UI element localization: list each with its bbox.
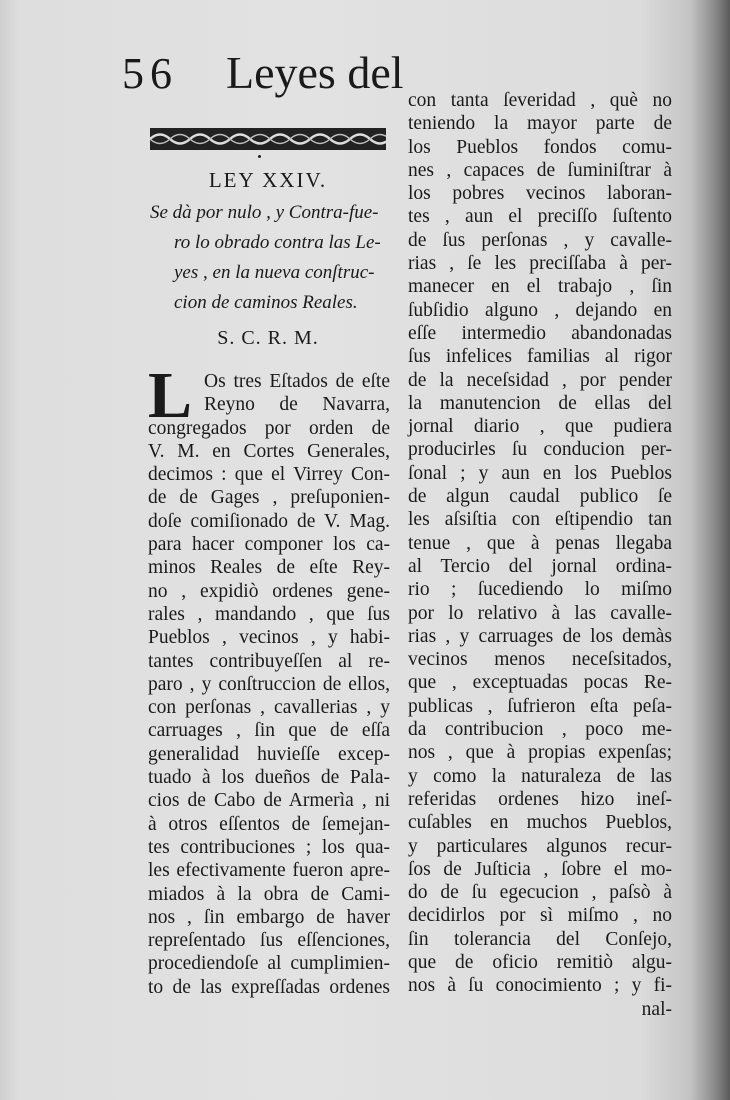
text-line: minos Reales de eſte Rey- xyxy=(148,557,390,579)
text-line: rias , ſe les preciſſaba à per- xyxy=(408,253,672,275)
text-line: vecinos menos neceſsitados, xyxy=(408,649,672,671)
text-line: tuado à los dueños de Pala- xyxy=(148,767,390,789)
text-line: ſonal ; y aun en los Pueblos xyxy=(408,462,672,484)
text-line: cios de Cabo de Armerìa , ni xyxy=(148,790,390,812)
text-line: à otros eſſentos de ſemejan- xyxy=(148,813,390,835)
text-line: generalidad huvieſſe excep- xyxy=(148,743,390,765)
text-line: ſos de Juſticia , ſobre el mo- xyxy=(408,858,672,880)
text-line: decidirlos por sì miſmo , no xyxy=(408,905,672,927)
text-line: teniendo la mayor parte de xyxy=(408,113,672,135)
running-head: Leyes del xyxy=(226,47,404,98)
page-number: 56 xyxy=(122,49,178,98)
text-line: los pobres vecinos laboran- xyxy=(408,183,672,205)
text-line: do de ſu egecucion , paſsò à xyxy=(408,882,672,904)
left-text-column xyxy=(148,370,390,999)
text-line: que de oficio remitiò algu- xyxy=(408,951,672,973)
text-line: para hacer componer los ca- xyxy=(148,534,390,556)
text-line: de de Gages , preſuponien- xyxy=(148,487,390,509)
law-summary-line: Se dà por nulo , y Contra-fue- xyxy=(150,202,379,223)
text-line: carruages , ſin que de eſſa xyxy=(148,720,390,742)
text-line: Pueblos , vecinos , y habi- xyxy=(148,627,390,649)
text-line: cuſables en muchos Pueblos, xyxy=(408,812,672,834)
text-line: to de las expreſſadas ordenes xyxy=(148,976,390,998)
text-line: jornal diario , que pudiera xyxy=(408,416,672,438)
law-summary-line: yes , en la nueva conſtruc- xyxy=(174,262,375,283)
text-line: y como la naturaleza de las xyxy=(408,765,672,787)
text-line: procediendoſe al cumplimien- xyxy=(148,953,390,975)
text-line: ſin tolerancia del Conſejo, xyxy=(408,928,672,950)
text-line: rio ; ſucediendo lo miſmo xyxy=(408,579,672,601)
text-line: con perſonas , cavallerias , y xyxy=(148,697,390,719)
text-line: producirles ſu conducion per- xyxy=(408,439,672,461)
text-line: nes , capaces de ſuminiſtrar à xyxy=(408,159,672,181)
law-title: LEY XXIV. xyxy=(208,168,328,192)
text-line: por lo relativo à las cavalle- xyxy=(408,602,672,624)
text-line: nal- xyxy=(641,998,672,1020)
right-text-column xyxy=(408,89,672,1021)
text-line: nos , ſin embargo de haver xyxy=(148,906,390,928)
text-line: los Pueblos fondos comu- xyxy=(408,136,672,158)
text-line: referidas ordenes hizo ineſ- xyxy=(408,788,672,810)
law-summary-line: ro lo obrado contra las Le- xyxy=(174,232,381,253)
text-line: publicas , ſufrieron eſta peſa- xyxy=(408,695,672,717)
ornament-band xyxy=(150,128,386,150)
law-summary-line: cion de caminos Reales. xyxy=(174,292,358,313)
text-line: V. M. en Cortes Generales, xyxy=(148,440,390,462)
text-line: de ſus perſonas , y cavalle- xyxy=(408,229,672,251)
text-line: ſubſidio alguno , dejando en xyxy=(408,299,672,321)
text-line: rales , mandando , que ſus xyxy=(148,603,390,625)
text-line: da contribucion , poco me- xyxy=(408,719,672,741)
text-line: de algun caudal publico ſe xyxy=(408,486,672,508)
text-line: repreſentado ſus eſſenciones, xyxy=(148,930,390,952)
text-line: no , expidiò ordenes gene- xyxy=(148,580,390,602)
text-line: congregados por orden de xyxy=(148,417,390,439)
text-line: paro , y conſtruccion de ellos, xyxy=(148,673,390,695)
text-line: tes , aun el preciſſo ſuſtento xyxy=(408,206,672,228)
text-line: nos , que à propias expenſas; xyxy=(408,742,672,764)
text-line: la manutencion de ellas del xyxy=(408,392,672,414)
text-line: eſſe intermedio abandonadas xyxy=(408,322,672,344)
text-line: tes contribuciones ; los qua- xyxy=(148,836,390,858)
text-line: nos à ſu conocimiento ; y fi- xyxy=(408,975,672,997)
text-line: decimos : que el Virrey Con- xyxy=(148,464,390,486)
text-line: Reyno de Navarra, xyxy=(204,394,390,416)
text-line: tantes contribuyeſſen al re- xyxy=(148,650,390,672)
text-line: con tanta ſeveridad , què no xyxy=(408,90,672,111)
text-line: tenue , que à penas llegaba xyxy=(408,532,672,554)
drop-cap: L xyxy=(148,359,193,432)
ornament-dot xyxy=(258,155,261,158)
text-line: ſus infelices familias al rigor xyxy=(408,346,672,368)
text-line: les aſsiſtia con eſtipendio tan xyxy=(408,509,672,531)
text-line: al Tercio del jornal ordina- xyxy=(408,555,672,577)
text-line: manecer en el trabajo , ſin xyxy=(408,276,672,298)
text-line: rias , y carruages de los demàs xyxy=(408,625,672,647)
text-line: Os tres Eſtados de eſte xyxy=(204,371,390,392)
salutation: S. C. R. M. xyxy=(217,327,319,349)
text-line: de la neceſsidad , por pender xyxy=(408,369,672,391)
text-line: que , exceptuadas pocas Re- xyxy=(408,672,672,694)
text-line: y particulares algunos recur- xyxy=(408,835,672,857)
text-line: doſe comiſionado de V. Mag. xyxy=(148,510,390,532)
text-line: miados à la obra de Cami- xyxy=(148,883,390,905)
text-line: les efectivamente fueron apre- xyxy=(148,860,390,882)
